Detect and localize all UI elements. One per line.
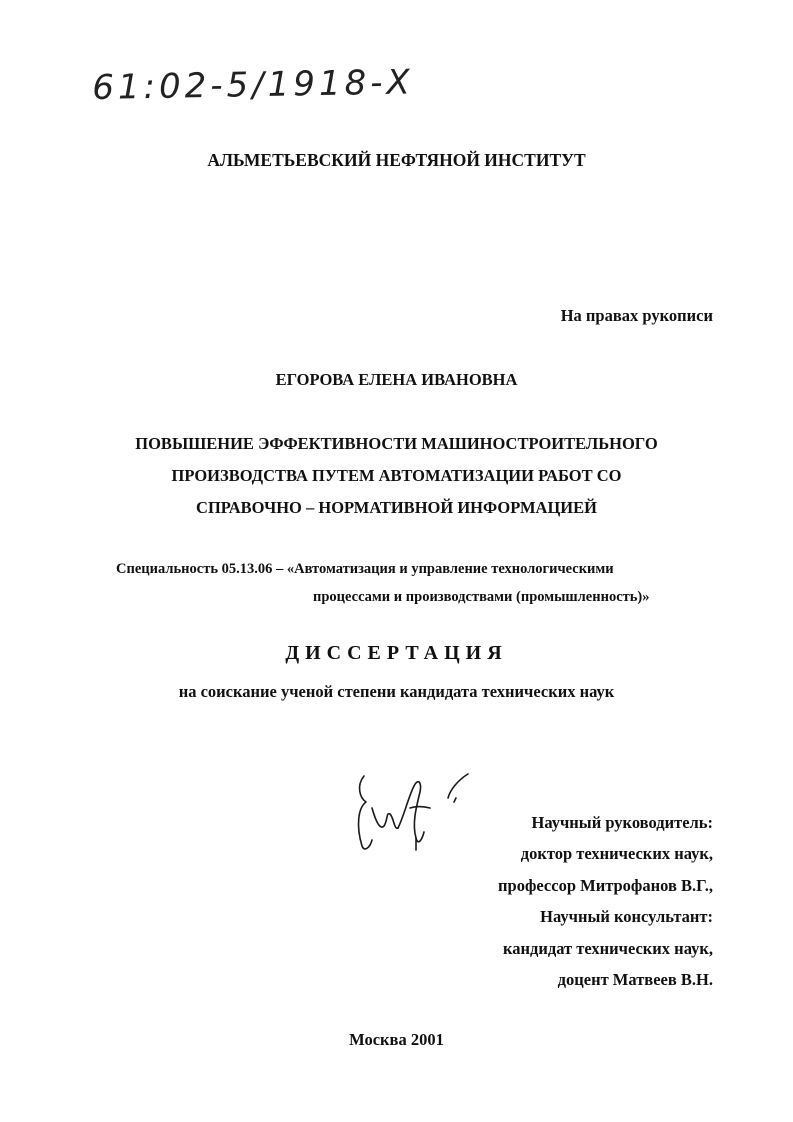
title-line: СПРАВОЧНО – НОРМАТИВНОЙ ИНФОРМАЦИЕЙ (196, 498, 597, 517)
supervisors-block (498, 807, 713, 995)
specialty-line-2: процессами и производствами (промышленность)» (313, 589, 650, 605)
author-name: ЕГОРОВА ЕЛЕНА ИВАНОВНА (275, 370, 518, 389)
title-line: ПОВЫШЕНИЕ ЭФФЕКТИВНОСТИ МАШИНОСТРОИТЕЛЬНОГО (135, 434, 658, 453)
manuscript-rights: На правах рукописи (560, 306, 713, 325)
supervisor-line: кандидат технических наук, (503, 938, 713, 958)
title-line: ПРОИЗВОДСТВА ПУТЕМ АВТОМАТИЗАЦИИ РАБОТ СО (171, 466, 622, 485)
supervisor-line: Научный консультант: (540, 907, 713, 927)
supervisor-line: Научный руководитель: (531, 813, 713, 832)
supervisor-line: доцент Матвеев В.Н. (557, 970, 713, 990)
dissertation-title (0, 428, 793, 524)
supervisor-line: доктор технических наук, (520, 844, 713, 864)
place-year: Москва 2001 (349, 1030, 444, 1049)
institute-name: АЛЬМЕТЬЕВСКИЙ НЕФТЯНОЙ ИНСТИТУТ (207, 150, 586, 170)
degree-line: на соискание ученой степени кандидата технических наук (178, 682, 615, 701)
specialty-line-1: Специальность 05.13.06 – «Автоматизация и управление технологическими (116, 561, 614, 577)
supervisor-line: профессор Митрофанов В.Г., (498, 875, 713, 895)
document-type: ДИССЕРТАЦИЯ (285, 642, 508, 664)
signature-image (350, 768, 480, 863)
archive-code: 61:02-5/1918-Х (92, 62, 415, 108)
